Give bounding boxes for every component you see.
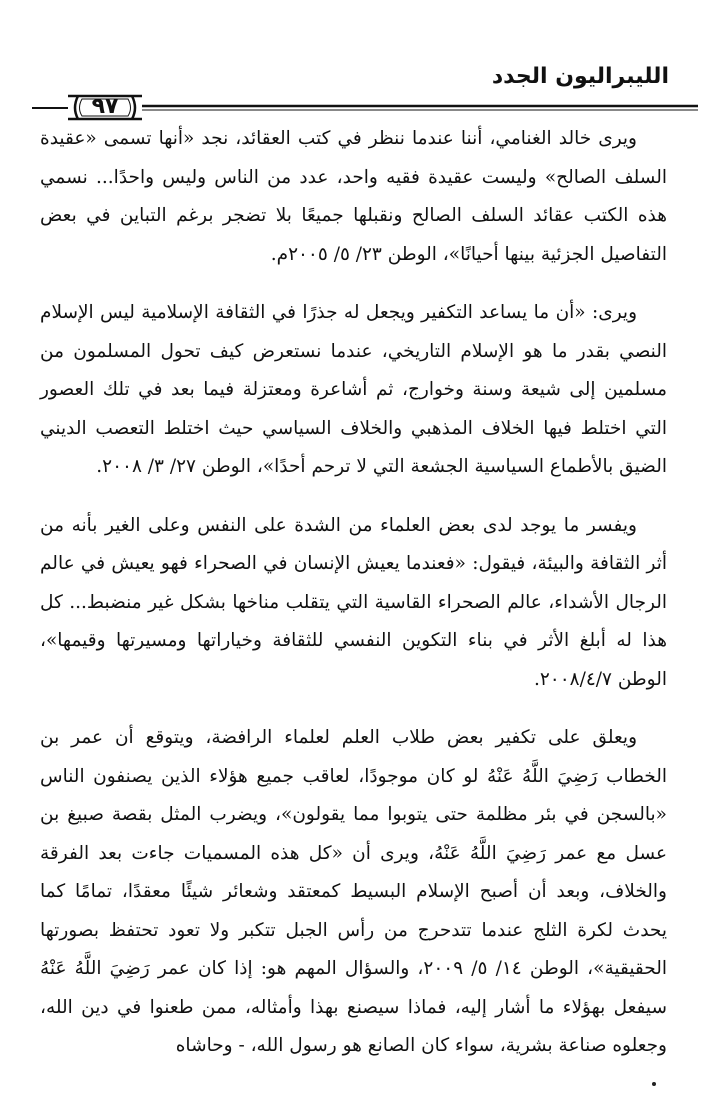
paragraph: ويفسر ما يوجد لدى بعض العلماء من الشدة على النفس وعلى الغير بأنه من أثر الثقافة والبيئة، فيقول: «فعندما يعيش الإنسان في الصحراء فهو يعيش في عالم الرجال الأشداء، عالم الصحراء القاسية التي يتقلب مناخها بشكل غير منضبط... كل هذا له أبلغ الأثر في بناء التكوين النفسي للثقافة وخياراتها ومسيرتها وقيمها»، الوطن ٢٠٠٨/٤/٧. [40, 514, 667, 690]
body-text [40, 120, 667, 1086]
running-title: الليبراليون الجدد [491, 64, 669, 89]
page-number: ٩٧ [91, 93, 119, 119]
paragraph: ويرى خالد الغنامي، أننا عندما ننظر في كتب العقائد، نجد «أنها تسمى «عقيدة السلف الصالح» وليست عقيدة فقيه واحد، عدد من الناس وليس واحدًا... نسمي هذه الكتب عقائد السلف الصالح ونقبلها جميعًا بلا تضجر برغم التباين في بعض التفاصيل الجزئية بينها أحيانًا»، الوطن ٢٣/ ٥/ ٢٠٠٥م. [40, 128, 667, 265]
page-dot [652, 1082, 656, 1086]
paragraph: ويعلق على تكفير بعض طلاب العلم لعلماء الرافضة، ويتوقع أن عمر بن الخطاب رَضِيَ اللَّهُ عَنْهُ لو كان موجودًا، لعاقب جميع هؤلاء الذين يصنفون الناس «بالسجن في بئر مظلمة حتى يتوبوا مما يقولون»، ويضرب المثل بقصة صبيغ بن عسل مع عمر رَضِيَ اللَّهُ عَنْهُ، ويرى أن «كل هذه المسميات جاءت بعد الفرقة والخلاف، وبعد أن أصبح الإسلام البسيط كمعتقد وشعائر شيئًا معقدًا، تمامًا كما يحدث لكرة الثلج عندما تتدحرج من رأس الجبل تتكبر ولا تعود تحتفظ بصورتها الحقيقية»، الوطن ١٤/ ٥/ ٢٠٠٩، والسؤال المهم هو: إذا كان عمر رَضِيَ اللَّهُ عَنْهُ سيفعل بهؤلاء ما أشار إليه، فماذا سيصنع بهذا وأمثاله، ممن طعنوا في دين الله، وجعلوه صناعة بشرية، سواء كان الصانع هو رسول الله، - وحاشاه [40, 727, 667, 1056]
paragraph: ويرى: «أن ما يساعد التكفير ويجعل له جذرًا في الثقافة الإسلامية ليس الإسلام النصي بقدر ما هو الإسلام التاريخي، عندما نستعرض كيف تحول المسلمون من مسلمين إلى شيعة وسنة وخوارج، ثم أشاعرة ومعتزلة فيما بعد في تلك العصور التي اختلط فيها الخلاف المذهبي والخلاف السياسي حيث اختلط التعصب الديني الضيق بالأطماع السياسية الجشعة التي لا ترحم أحدًا»، الوطن ٢٧/ ٣/ ٢٠٠٨. [40, 302, 667, 477]
